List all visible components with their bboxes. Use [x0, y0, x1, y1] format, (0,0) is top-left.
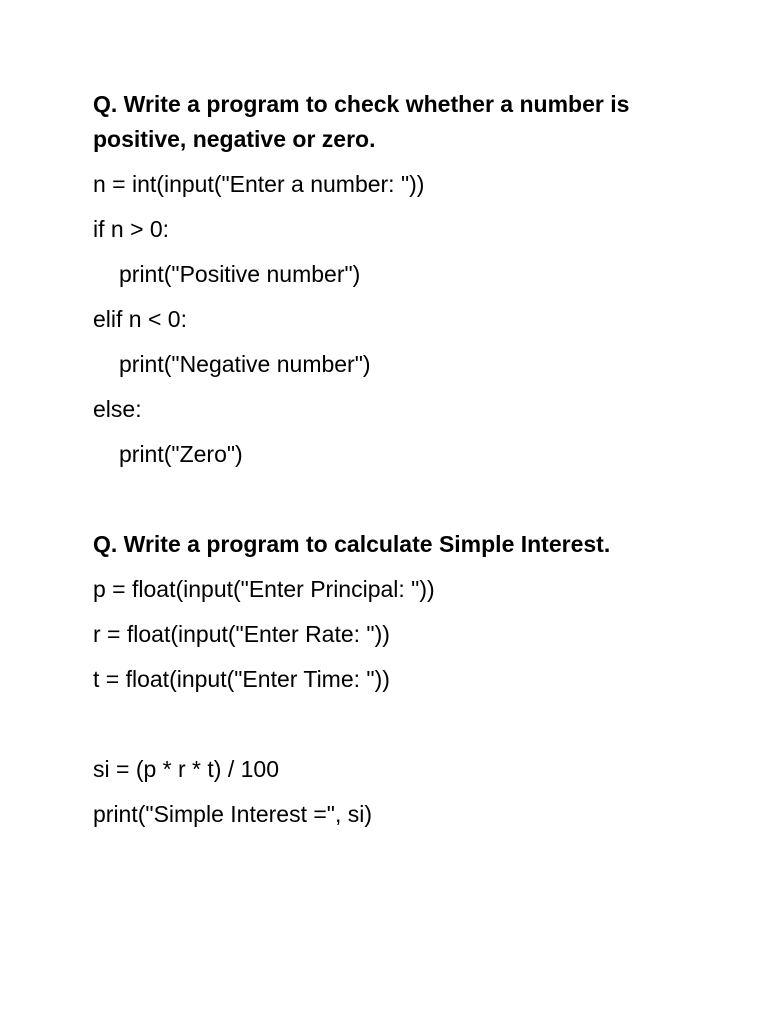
code-line: print("Simple Interest =", si): [93, 801, 372, 827]
code-line: p = float(input("Enter Principal: ")): [93, 576, 435, 602]
code-line: print("Zero"): [119, 441, 243, 467]
code-line: r = float(input("Enter Rate: ")): [93, 621, 390, 647]
code-line: if n > 0:: [93, 216, 170, 242]
code-line: n = int(input("Enter a number: ")): [93, 171, 425, 197]
code-line: elif n < 0:: [93, 306, 187, 332]
code-line: t = float(input("Enter Time: ")): [93, 666, 390, 692]
question-1-heading: Q. Write a program to check whether a number is positive, negative or zero.: [93, 91, 630, 152]
question-2-heading: Q. Write a program to calculate Simple Interest.: [93, 531, 611, 557]
code-line: print("Positive number"): [119, 261, 361, 287]
code-line: else:: [93, 396, 142, 422]
code-line: print("Negative number"): [119, 351, 371, 377]
code-line: si = (p * r * t) / 100: [93, 756, 279, 782]
